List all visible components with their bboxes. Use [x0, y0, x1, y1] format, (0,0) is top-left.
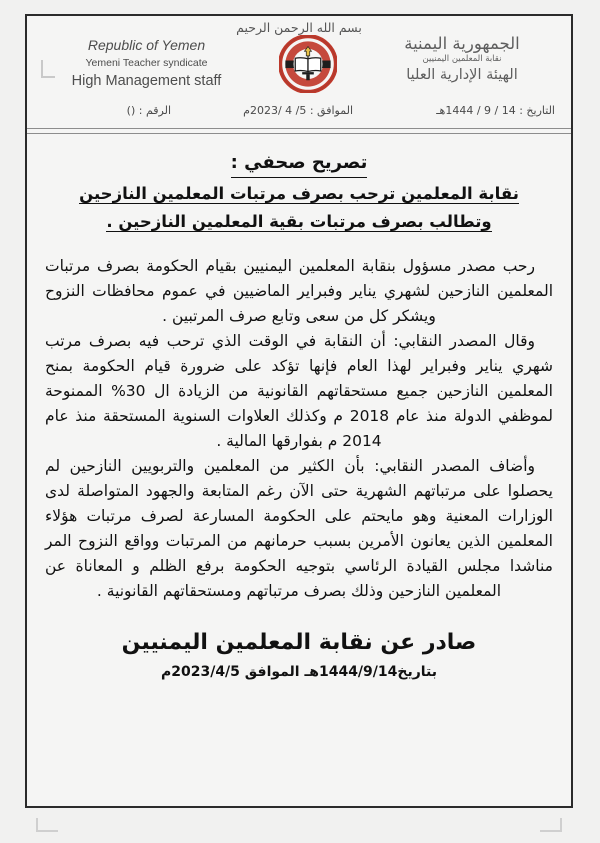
- paragraph-1: رحب مصدر مسؤول بنقابة المعلمين اليمنيين بقيام الحكومة بصرف مرتبات المعلمين النازحين لشهري يناير وفبراير الماضيين في عموم محافظات النزوح ويشكر كل من سعى وتابع صرف المرتبين .: [45, 257, 553, 325]
- issuer-name: صادر عن نقابة المعلمين اليمنيين: [121, 630, 477, 655]
- page-subtitle-text: نقابة المعلمين ترحب بصرف مرتبات المعلمين النازحين وتطالب بصرف مرتبات بقية المعلمين النازحين .: [79, 184, 519, 231]
- paragraph-2: وقال المصدر النقابي: أن النقابة في الوقت الذي ترحب فيه بصرف مرتب شهري يناير وفبراير لهذا العام فإنها تؤكد على ضرورة قيام الحكومة بمنح المعلمين النازحين جميع مستحقاتهم القانونية من الزيادة ال 30% الممنوحة لموظفي الدولة منذ عام 2018 م وكذلك العلاوات السنوية المستحقة منذ عام 2014 م بفوارقها المالية .: [45, 332, 553, 450]
- syndicate-emblem-icon: [279, 35, 337, 93]
- corner-mark-bottom-right: [540, 818, 562, 832]
- document-header: [27, 16, 571, 132]
- header-divider: [25, 128, 573, 134]
- department-name-english: High Management staff: [71, 73, 222, 89]
- title-block: [45, 150, 553, 236]
- organization-english: [39, 36, 254, 92]
- document-body: [27, 150, 571, 684]
- syndicate-name-english: Yemeni Teacher syndicate: [85, 57, 208, 69]
- document-meta-row: [27, 104, 571, 122]
- organization-arabic: [367, 34, 557, 85]
- document-sheet: [25, 14, 573, 808]
- issue-date: بتاريخ1444/9/14هـ الموافق 2023/4/5م: [160, 664, 438, 680]
- republic-name-english: Republic of Yemen: [87, 37, 206, 53]
- page-title: تصريح صحفي :: [231, 150, 368, 178]
- document-number: الرقم : (): [126, 104, 171, 117]
- corner-mark-bottom-left: [36, 818, 58, 832]
- signature-block: [45, 628, 553, 684]
- hijri-date: التاريخ : 14 / 9 / 1444هـ: [436, 104, 555, 117]
- republic-name-arabic: الجمهورية اليمنية: [404, 34, 520, 53]
- department-name-arabic: الهيئة الإدارية العليا: [406, 67, 518, 83]
- basmala-text: بسم الله الرحمن الرحيم: [236, 20, 362, 35]
- gregorian-date: الموافق : 5/ 4 /2023م: [243, 104, 353, 117]
- syndicate-name-arabic: نقابة المعلمين اليمنيين: [422, 54, 502, 64]
- page-subtitle: [45, 180, 553, 236]
- paragraph-3: وأضاف المصدر النقابي: بأن الكثير من المعلمين والتربويين النازحين لم يحصلوا على مرتباتهم الشهرية حتى الآن رغم المتابعة والجهود المتواصلة لدى الوزارات المعنية وهو مايحتم على الحكومة المسارعة لصرف مرتبات هؤلاء المعلمين الذين يعانون الأمرين بسبب حرمانهم من المرتبات وواقع النزوح المر مناشدا مجلس القيادة الرئاسي بتوجيه الحكومة برفع الظلم و المعاناة عن المعلمين النازحين وذلك بصرف مرتباتهم ومستحقاتهم القانونية .: [45, 457, 553, 600]
